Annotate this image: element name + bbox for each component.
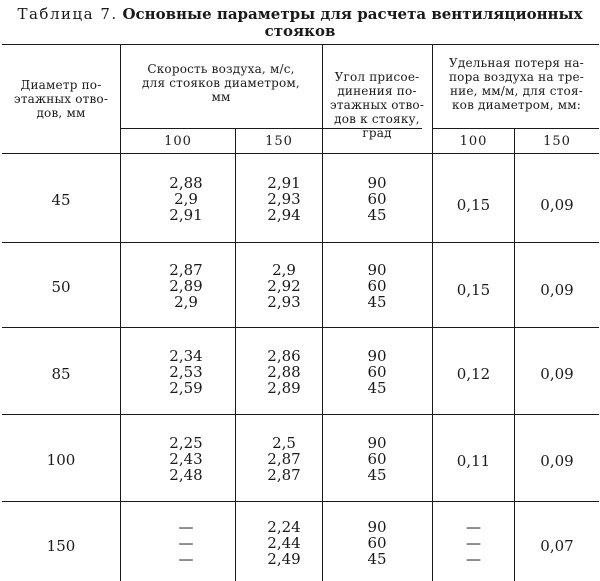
cell-loss-150: 0,09	[540, 196, 574, 214]
speed-value: 2,91	[169, 206, 203, 224]
cell-speed-150	[244, 348, 324, 396]
speed-value: 2,89	[267, 379, 301, 397]
speed-value: 2,86	[267, 347, 301, 365]
angle-value: 45	[367, 379, 387, 397]
header-loss-line: ние, мм/м, для стоя-	[449, 84, 583, 98]
header-speed-line: Скорость воздуха, м/с,	[147, 62, 295, 76]
angle-value: 90	[367, 261, 387, 279]
divider-loss-sub	[514, 128, 515, 581]
speed-value: 2,24	[267, 518, 301, 536]
header-speed-line: мм	[211, 90, 231, 104]
cell-angle	[323, 519, 431, 567]
table-title-line2: стояков	[264, 22, 336, 40]
header-diameter-line: этажных отво-	[13, 92, 109, 106]
row-separator	[2, 242, 599, 243]
subheader-speed-100: 100	[164, 134, 192, 149]
cell-loss-150: 0,07	[540, 537, 574, 555]
dash-value: —	[466, 534, 481, 552]
header-angle-line: Угол присое-	[334, 70, 420, 84]
header-diameter-line: дов, мм	[36, 106, 86, 120]
angle-value: 45	[367, 466, 387, 484]
header-angle-line: этажных отво-	[329, 98, 425, 112]
speed-value: 2,91	[267, 174, 301, 192]
cell-speed-150	[244, 175, 324, 223]
header-speed-line: для стояков диаметром,	[142, 76, 300, 90]
speed-value: 2,9	[174, 190, 198, 208]
angle-value: 45	[367, 550, 387, 568]
subheader-speed-150: 150	[265, 134, 293, 149]
angle-value: 60	[367, 450, 387, 468]
speed-value: 2,49	[267, 550, 301, 568]
dash-value: —	[178, 518, 194, 536]
angle-value: 90	[367, 347, 387, 365]
speed-value: 2,5	[272, 434, 296, 452]
angle-value: 45	[367, 206, 387, 224]
table-top-rule	[2, 44, 599, 45]
cell-speed-150	[244, 519, 324, 567]
header-loss-line: Удельная потеря на-	[449, 56, 584, 70]
header-loss-line: ков диаметром, мм:	[451, 98, 582, 112]
cell-speed-150	[244, 262, 324, 310]
cell-speed-100	[141, 348, 231, 396]
cell-speed-100	[141, 262, 231, 310]
table-number: Таблица 7.	[17, 5, 118, 23]
speed-value: 2,9	[272, 261, 296, 279]
header-loss	[434, 56, 599, 112]
header-diameter	[4, 78, 118, 120]
header-angle	[323, 70, 431, 140]
speed-value: 2,44	[267, 534, 301, 552]
angle-value: 90	[367, 434, 387, 452]
cell-loss-100: 0,15	[456, 281, 491, 299]
speed-value: 2,92	[267, 277, 301, 295]
header-angle-line: динения по-	[337, 84, 417, 98]
row-separator	[2, 414, 599, 415]
speed-value: 2,48	[169, 466, 203, 484]
cell-angle	[323, 175, 431, 223]
cell-speed-100	[141, 175, 231, 223]
speed-value: 2,25	[169, 434, 203, 452]
cell-loss-150: 0,09	[540, 281, 574, 299]
header-speed	[122, 62, 320, 104]
cell-loss-100: 0,12	[456, 365, 491, 383]
cell-diameter: 100	[46, 451, 76, 469]
speed-value: 2,88	[169, 174, 203, 192]
header-diameter-line: Диаметр по-	[20, 78, 102, 92]
header-bottom-rule	[2, 153, 599, 154]
cell-angle	[323, 262, 431, 310]
angle-value: 45	[367, 293, 387, 311]
speed-value: 2,87	[267, 450, 301, 468]
cell-loss-100: 0,11	[456, 452, 491, 470]
cell-speed-100	[141, 519, 231, 567]
header-sub-rule-right	[432, 128, 599, 129]
table-title	[0, 6, 600, 40]
speed-value: 2,53	[169, 363, 203, 381]
cell-angle	[323, 348, 431, 396]
angle-value: 60	[367, 277, 387, 295]
cell-loss-100	[433, 519, 514, 567]
speed-value: 2,88	[267, 363, 301, 381]
cell-diameter: 45	[51, 191, 71, 209]
header-angle-line: град	[362, 126, 392, 140]
angle-value: 90	[367, 518, 387, 536]
speed-value: 2,93	[267, 293, 301, 311]
dash-value: —	[466, 550, 481, 568]
speed-value: 2,43	[169, 450, 203, 468]
cell-loss-100: 0,15	[456, 196, 491, 214]
speed-value: 2,93	[267, 190, 301, 208]
cell-loss-150: 0,09	[540, 365, 574, 383]
angle-value: 60	[367, 363, 387, 381]
header-angle-line: дов к стояку,	[334, 112, 420, 126]
cell-diameter: 85	[51, 365, 71, 383]
cell-loss-150: 0,09	[540, 452, 574, 470]
dash-value: —	[178, 550, 194, 568]
row-separator	[2, 501, 599, 502]
cell-speed-100	[141, 435, 231, 483]
angle-value: 90	[367, 174, 387, 192]
speed-value: 2,89	[169, 277, 203, 295]
speed-value: 2,9	[174, 293, 198, 311]
row-separator	[2, 327, 599, 328]
cell-angle	[323, 435, 431, 483]
cell-diameter: 150	[46, 537, 76, 555]
subheader-loss-150: 150	[543, 134, 571, 149]
speed-value: 2,34	[169, 347, 203, 365]
speed-value: 2,94	[267, 206, 301, 224]
table-title-line1: Основные параметры для расчета вентиляционных	[122, 5, 583, 23]
speed-value: 2,59	[169, 379, 203, 397]
divider-speed-sub	[235, 128, 236, 581]
angle-value: 60	[367, 534, 387, 552]
subheader-loss-100: 100	[459, 134, 488, 149]
angle-value: 60	[367, 190, 387, 208]
dash-value: —	[178, 534, 194, 552]
cell-speed-150	[244, 435, 324, 483]
cell-diameter: 50	[51, 278, 71, 296]
speed-value: 2,87	[169, 261, 203, 279]
header-loss-line: пора воздуха на тре-	[448, 70, 585, 84]
dash-value: —	[466, 518, 481, 536]
speed-value: 2,87	[267, 466, 301, 484]
